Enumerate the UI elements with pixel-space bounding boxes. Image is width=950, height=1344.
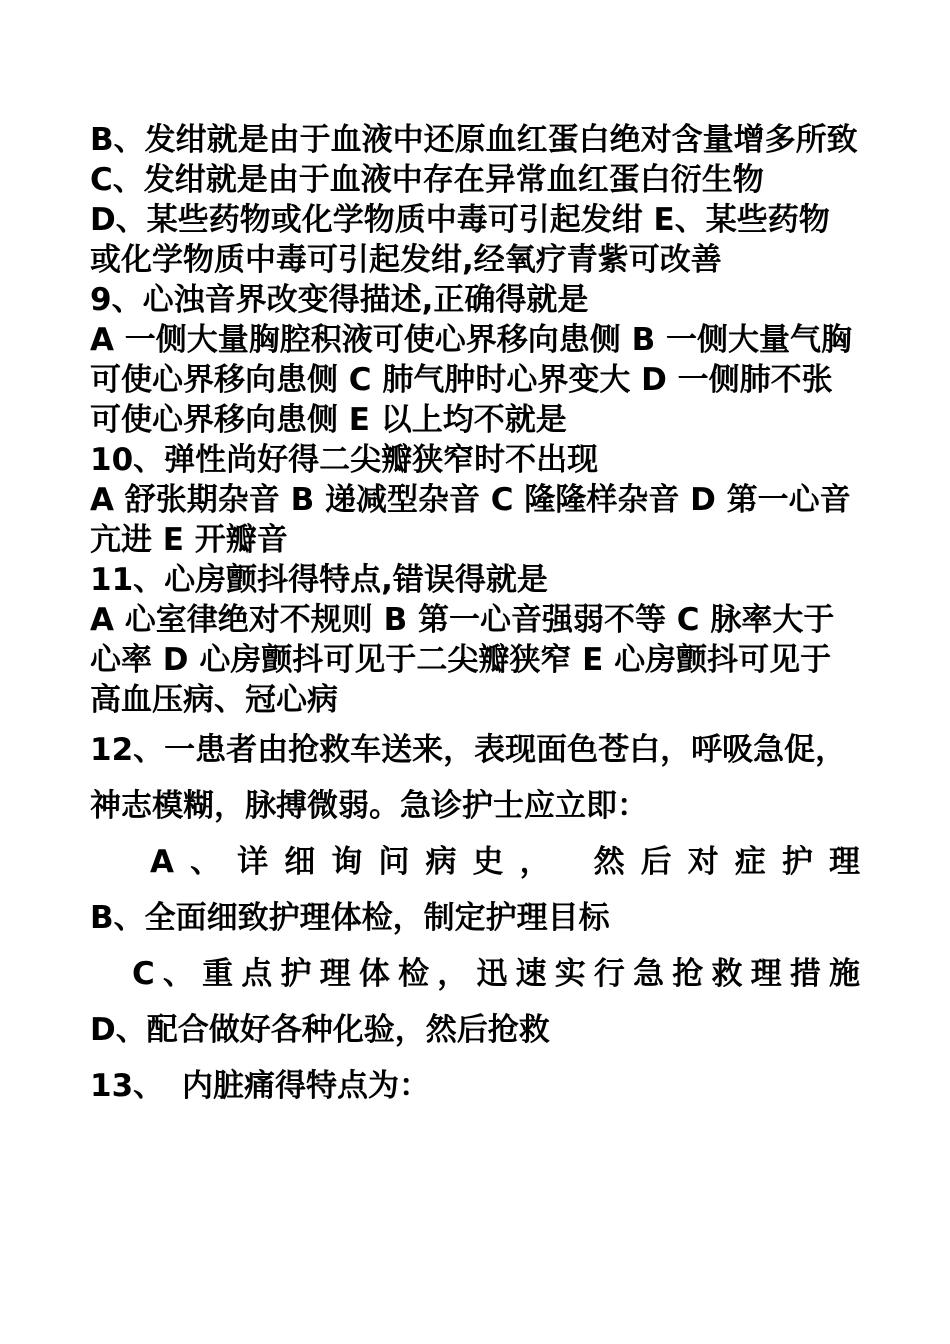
q12-option-a: A、详细询问病史， 然后对症护理 [150,844,860,880]
q10-options: A 舒张期杂音 B 递减型杂音 C 隆隆样杂音 D 第一心音亢进 E 开瓣音 [90,482,851,558]
q8-option-c: C、发绀就是由于血液中存在异常血红蛋白衍生物 [90,162,764,198]
document-page [90,120,860,1114]
q13-stem: 内脏痛得特点为： [182,1068,430,1104]
q11-stem: 11、心房颤抖得特点,错误得就是 [90,562,548,598]
q12-stem: 12、一患者由抢救车送来，表现面色苍白，呼吸急促，神志模糊，脉搏微弱。急诊护士应立即： [90,732,847,824]
q12-option-c: C、重点护理体检，迅速实行急抢救理措施 [132,956,860,992]
q9-stem: 9、心浊音界改变得描述,正确得就是 [90,282,589,318]
q8-option-b: B、发绀就是由于血液中还原血红蛋白绝对含量增多所致 [90,122,858,158]
q12-option-b: B、全面细致护理体检，制定护理目标 [90,900,610,936]
q13-line [90,1058,860,1114]
q13-number: 13、 [90,1068,165,1104]
q12-option-d: D、配合做好各种化验，然后抢救 [90,1012,550,1048]
q10-stem: 10、弹性尚好得二尖瓣狭窄时不出现 [90,442,599,478]
q11-options: A 心室律绝对不规则 B 第一心音强弱不等 C 脉率大于心率 D 心房颤抖可见于二尖瓣狭窄 E 心房颤抖可见于高血压病、冠心病 [90,602,835,718]
q8-option-d-e: D、某些药物或化学物质中毒可引起发绀 E、某些药物或化学物质中毒可引起发绀,经氧疗青紫可改善 [90,202,830,278]
q9-options: A 一侧大量胸腔积液可使心界移向患侧 B 一侧大量气胸可使心界移向患侧 C 肺气肿时心界变大 D 一侧肺不张可使心界移向患侧 E 以上均不就是 [90,322,852,438]
